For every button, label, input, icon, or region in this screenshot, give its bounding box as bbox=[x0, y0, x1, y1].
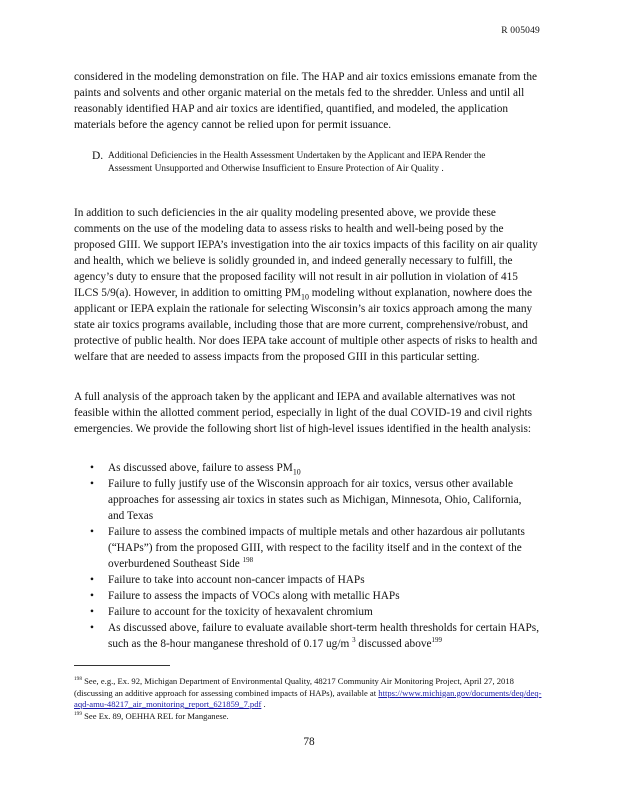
footnote-link[interactable]: https://www.michigan.gov/documents/deq/deq-aqd-amu-48217_air_monitoring_report_621859_7.pdf bbox=[74, 687, 542, 709]
bullet-marker: • bbox=[90, 622, 94, 634]
bullet-marker: • bbox=[90, 526, 94, 538]
bates-number: R 005049 bbox=[501, 26, 540, 36]
list-item bbox=[90, 604, 540, 620]
footnote-divider bbox=[74, 665, 170, 666]
list-item-text: Failure to account for the toxicity of hexavalent chromium bbox=[108, 606, 373, 618]
bullet-marker: • bbox=[90, 590, 94, 602]
bullet-marker: • bbox=[90, 478, 94, 490]
bullet-marker: • bbox=[90, 606, 94, 618]
issues-list bbox=[90, 460, 540, 652]
footnote-number: 199 bbox=[74, 710, 82, 717]
list-item bbox=[90, 476, 540, 524]
pm-subscript: 10 bbox=[301, 292, 309, 302]
footnote-ref-199[interactable]: 199 bbox=[431, 636, 443, 645]
paragraph-1: considered in the modeling demonstration on file. The HAP and air toxics emissions emanate from the paints and solvents and other organic material on the metals fed to the shredder. Unless and until all reasonably identified HAP and air toxics are identified, quantified, and modeled, the application materials before the agency cannot be relied upon for permit issuance. bbox=[74, 71, 538, 131]
unit-superscript: 3 bbox=[352, 636, 356, 645]
list-item bbox=[90, 620, 540, 652]
section-letter: D. bbox=[92, 150, 104, 162]
list-item-text: As discussed above, failure to evaluate available short-term health thresholds for certain HAPs, such as the 8-hour manganese threshold of 0.17 ug/m bbox=[108, 622, 540, 650]
footnote-number: 198 bbox=[74, 676, 82, 683]
list-item-text-end: discussed above bbox=[355, 638, 432, 650]
footnote-text-end: . bbox=[261, 699, 266, 709]
list-item-text: As discussed above, failure to assess PM bbox=[108, 462, 293, 474]
section-heading bbox=[92, 150, 512, 177]
list-item bbox=[90, 572, 540, 588]
list-item-text: Failure to take into account non-cancer impacts of HAPs bbox=[108, 574, 365, 586]
paragraph-2-part-1: In addition to such deficiencies in the air quality modeling presented above, we provide these comments on the use of the modeling data to assess risks to health and well-being posed by the proposed GIII. We support IEPA’s investigation into the air toxics impacts of this facility on air quality and health, which we believe is solidly grounded in, and indeed generally necessary to fulfill, the agency’s duty to ensure that the proposed facility will not result in air pollution in violation of 415 ILCS 5/9(a). However, in addition to omitting PM bbox=[74, 207, 538, 299]
footnotes bbox=[74, 676, 544, 722]
footnote-text: See, e.g., Ex. 92, Michigan Department of Environmental Quality, 48217 Community Air Monitoring Project, April 27, 2018 (discussing an additive approach for assessing combined impacts of HAPs), available at bbox=[74, 676, 514, 698]
footnote-199 bbox=[74, 711, 544, 723]
list-item bbox=[90, 588, 540, 604]
pm-subscript: 10 bbox=[292, 467, 301, 477]
list-item bbox=[90, 524, 540, 572]
list-item bbox=[90, 460, 540, 476]
footnote-ref-198[interactable]: 198 bbox=[242, 556, 254, 565]
list-item-text: Failure to assess the impacts of VOCs along with metallic HAPs bbox=[108, 590, 400, 602]
section-heading-text: Additional Deficiencies in the Health Assessment Undertaken by the Applicant and IEPA Render the Assessment Unsupported and Otherwise Insufficient to Ensure Protection of Air Quality . bbox=[108, 151, 486, 175]
page-number: 78 bbox=[303, 736, 315, 748]
paragraph-2-part-2: modeling without explanation, nowhere does the applicant or IEPA explain the rationale for selecting Wisconsin’s air toxics approach among the many state air toxics programs available, including those that are more current, comprehensive/robust, and protective of public health. Nor does IEPA take account of multiple other aspects of risks to health and welfare that are needed to assess impacts from the proposed GIII in this particular setting. bbox=[74, 287, 538, 363]
bullet-marker: • bbox=[90, 574, 94, 586]
list-item-text: Failure to fully justify use of the Wisconsin approach for air toxics, versus other available approaches for assessing air toxics in states such as Michigan, Minnesota, Ohio, California, and Texas bbox=[108, 478, 522, 522]
footnote-198 bbox=[74, 676, 544, 711]
footnote-text: See Ex. 89, OEHHA REL for Manganese. bbox=[82, 710, 229, 721]
list-item-text: Failure to assess the combined impacts of multiple metals and other hazardous air pollutants (“HAPs”) from the proposed GIII, with respect to the facility itself and in the context of the overburdened Southeast Side bbox=[108, 526, 525, 570]
paragraph-3: A full analysis of the approach taken by the applicant and IEPA and available alternatives was not feasible within the allotted comment period, especially in light of the dual COVID-19 and civil rights emergencies. We provide the following short list of high-level issues identified in the health analysis: bbox=[74, 391, 533, 435]
paragraph-2 bbox=[74, 205, 544, 365]
bullet-marker: • bbox=[90, 462, 94, 474]
